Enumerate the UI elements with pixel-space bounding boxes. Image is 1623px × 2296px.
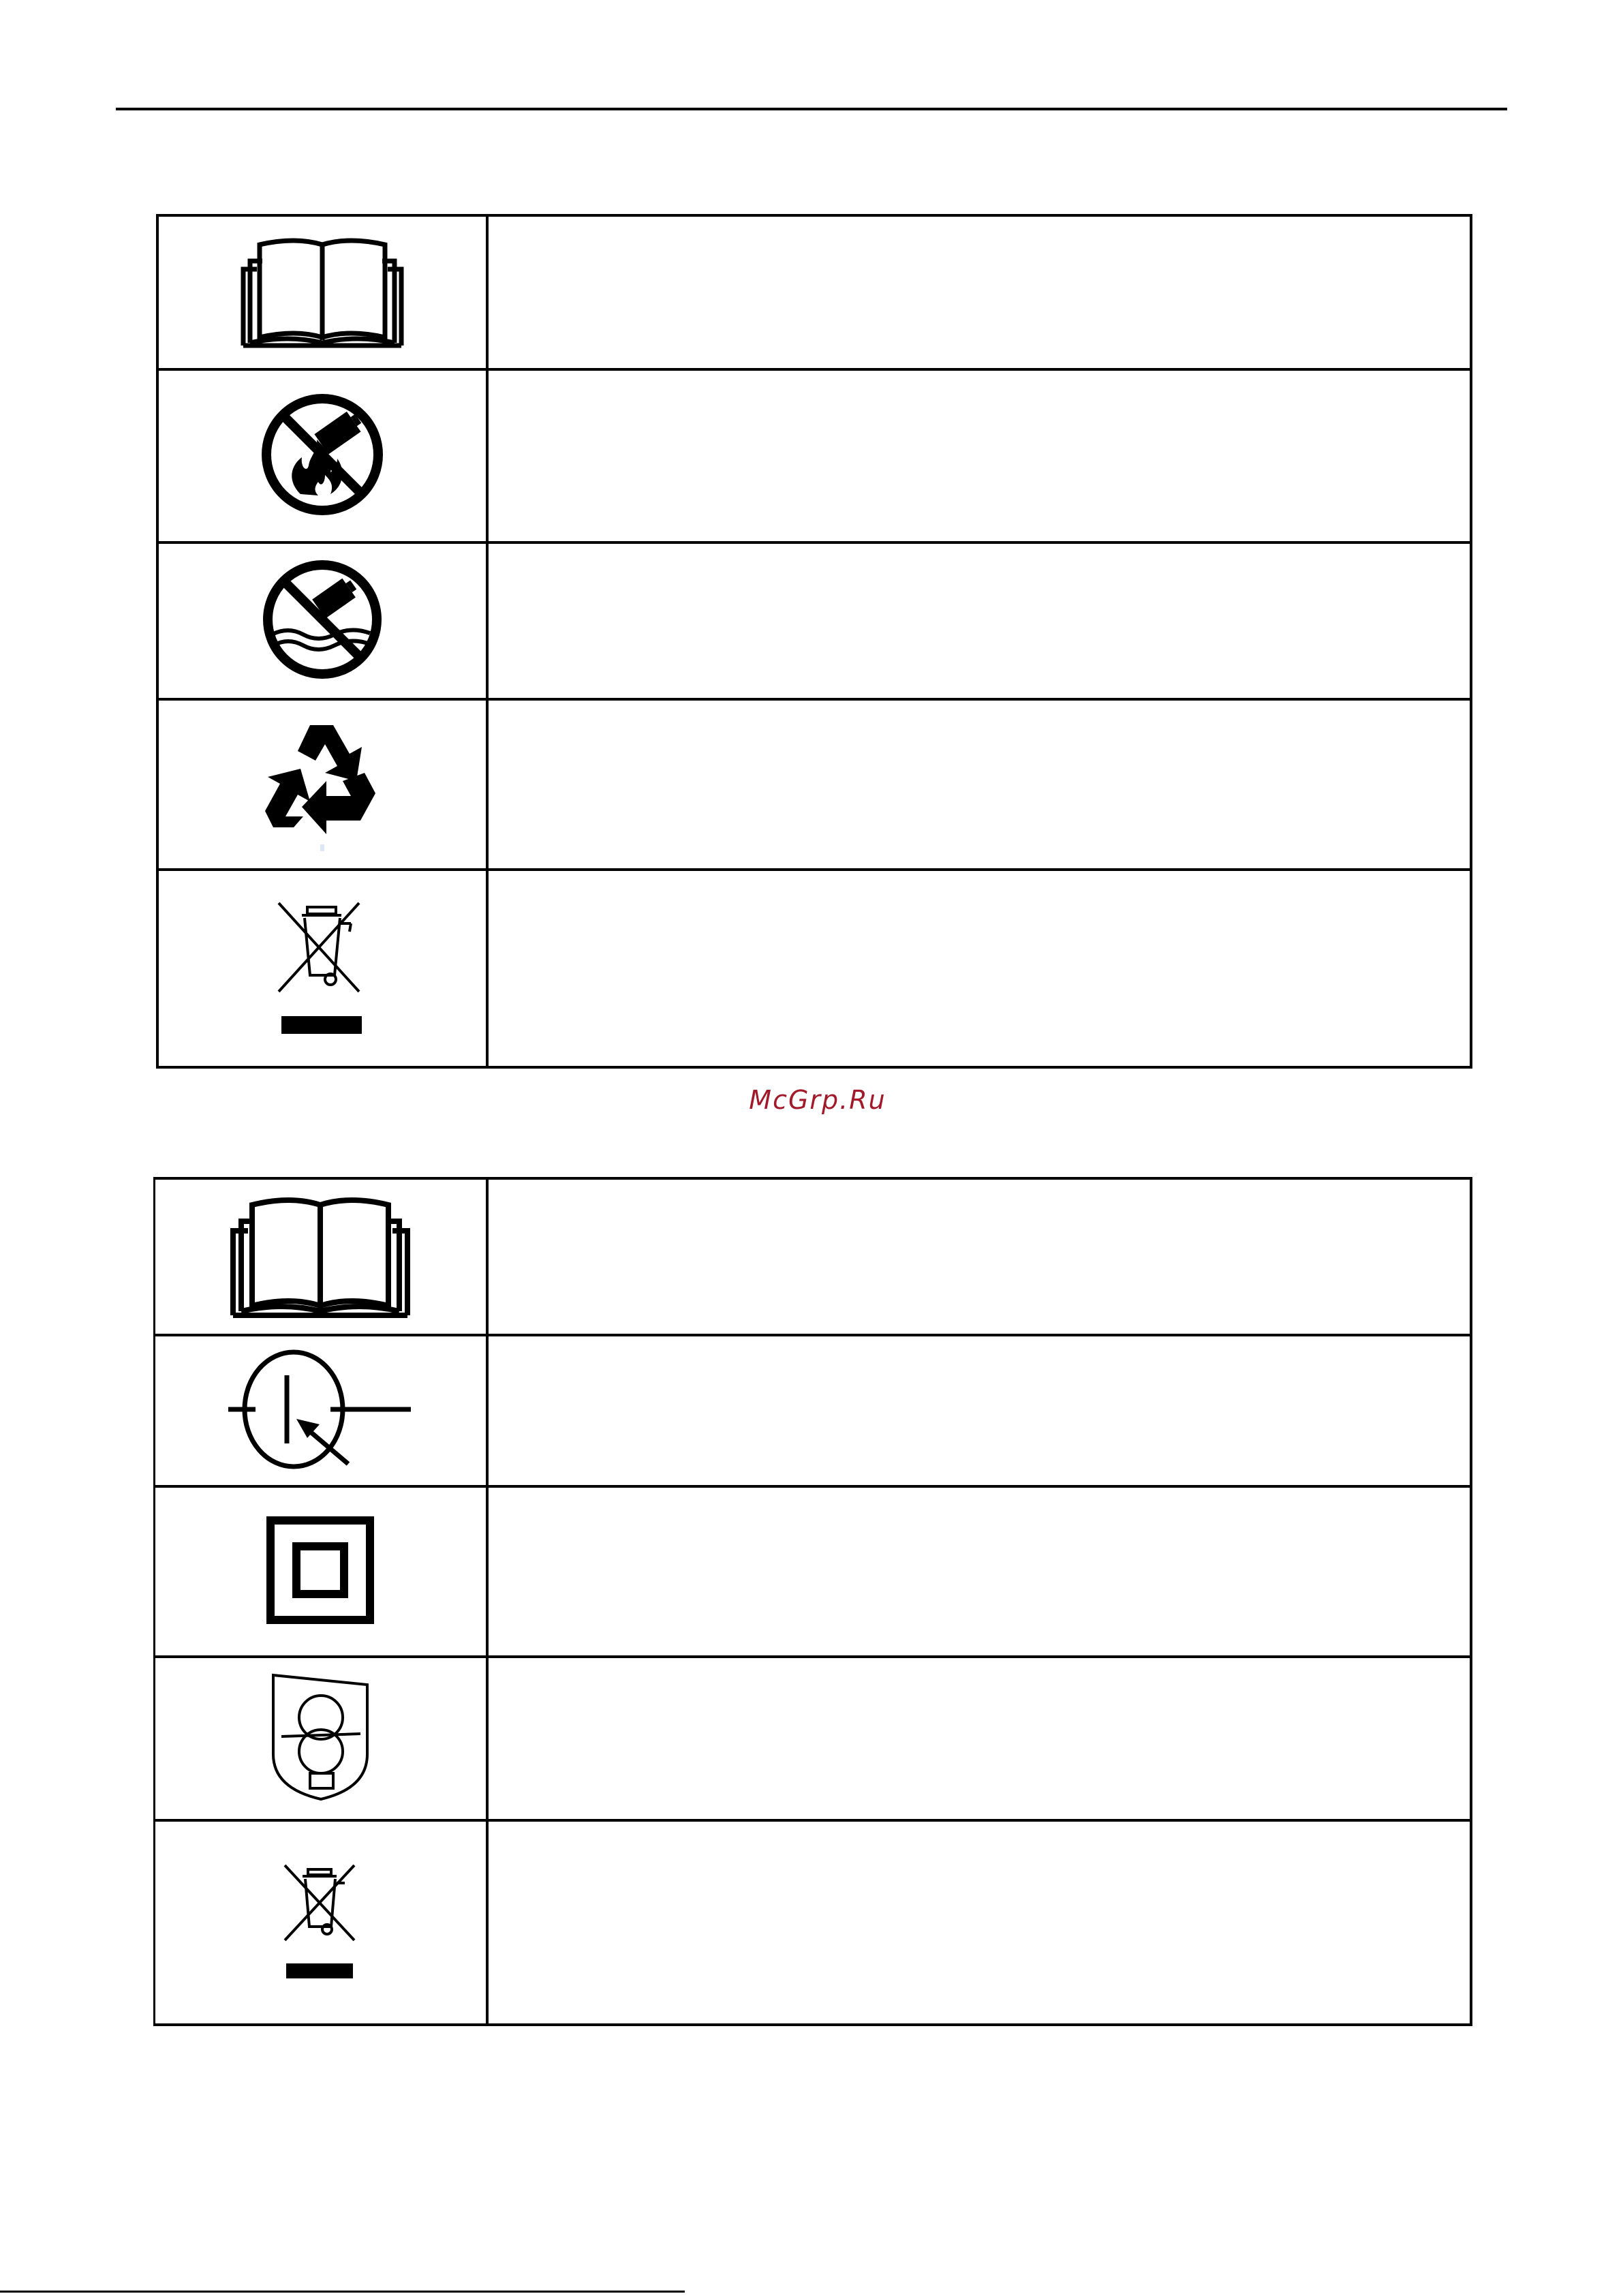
icon-caption bbox=[159, 844, 486, 851]
read-manual-icon bbox=[241, 234, 404, 352]
description-cell bbox=[487, 1657, 1472, 1820]
description-cell bbox=[487, 369, 1471, 542]
icon-cell bbox=[155, 1657, 487, 1820]
description-cell bbox=[487, 542, 1471, 699]
icon-cell bbox=[157, 542, 487, 699]
table-row bbox=[155, 1335, 1472, 1486]
description-cell bbox=[487, 699, 1471, 870]
caption-tag bbox=[320, 844, 324, 851]
table-row bbox=[157, 699, 1471, 870]
table-row bbox=[155, 1820, 1472, 2025]
recycle-icon bbox=[262, 718, 382, 842]
watermark: McGrp.Ru bbox=[749, 1085, 886, 1115]
icon-cell bbox=[155, 1178, 487, 1335]
table-row bbox=[157, 542, 1471, 699]
description-cell bbox=[487, 1178, 1472, 1335]
weee-crossed-bin-icon bbox=[281, 1861, 360, 1985]
transistor-symbol-icon bbox=[228, 1348, 412, 1474]
icon-cell bbox=[157, 215, 487, 369]
description-cell bbox=[487, 215, 1471, 369]
read-manual-icon bbox=[230, 1193, 410, 1321]
symbols-table-2 bbox=[153, 1177, 1472, 2026]
table-row bbox=[157, 215, 1471, 369]
footnote-rule bbox=[0, 2291, 685, 2293]
description-cell bbox=[487, 1820, 1472, 2025]
description-cell bbox=[487, 870, 1471, 1067]
no-battery-water-icon bbox=[261, 558, 384, 684]
icon-cell bbox=[155, 1486, 487, 1657]
table-row bbox=[155, 1486, 1472, 1657]
description-cell bbox=[487, 1335, 1472, 1486]
icon-cell bbox=[155, 1335, 487, 1486]
weee-crossed-bin-icon bbox=[275, 899, 370, 1039]
symbols-table-1 bbox=[156, 214, 1472, 1069]
safety-isolating-transformer-icon bbox=[269, 1672, 371, 1805]
header-rule bbox=[116, 108, 1507, 110]
table-row bbox=[155, 1657, 1472, 1820]
table-row bbox=[155, 1178, 1472, 1335]
icon-cell bbox=[157, 369, 487, 542]
icon-cell bbox=[157, 870, 487, 1067]
table-row bbox=[157, 870, 1471, 1067]
no-battery-fire-icon bbox=[260, 392, 385, 521]
double-insulation-class-ii-icon bbox=[266, 1516, 374, 1627]
icon-cell bbox=[155, 1820, 487, 2025]
description-cell bbox=[487, 1486, 1472, 1657]
table-row bbox=[157, 369, 1471, 542]
icon-cell bbox=[157, 699, 487, 870]
